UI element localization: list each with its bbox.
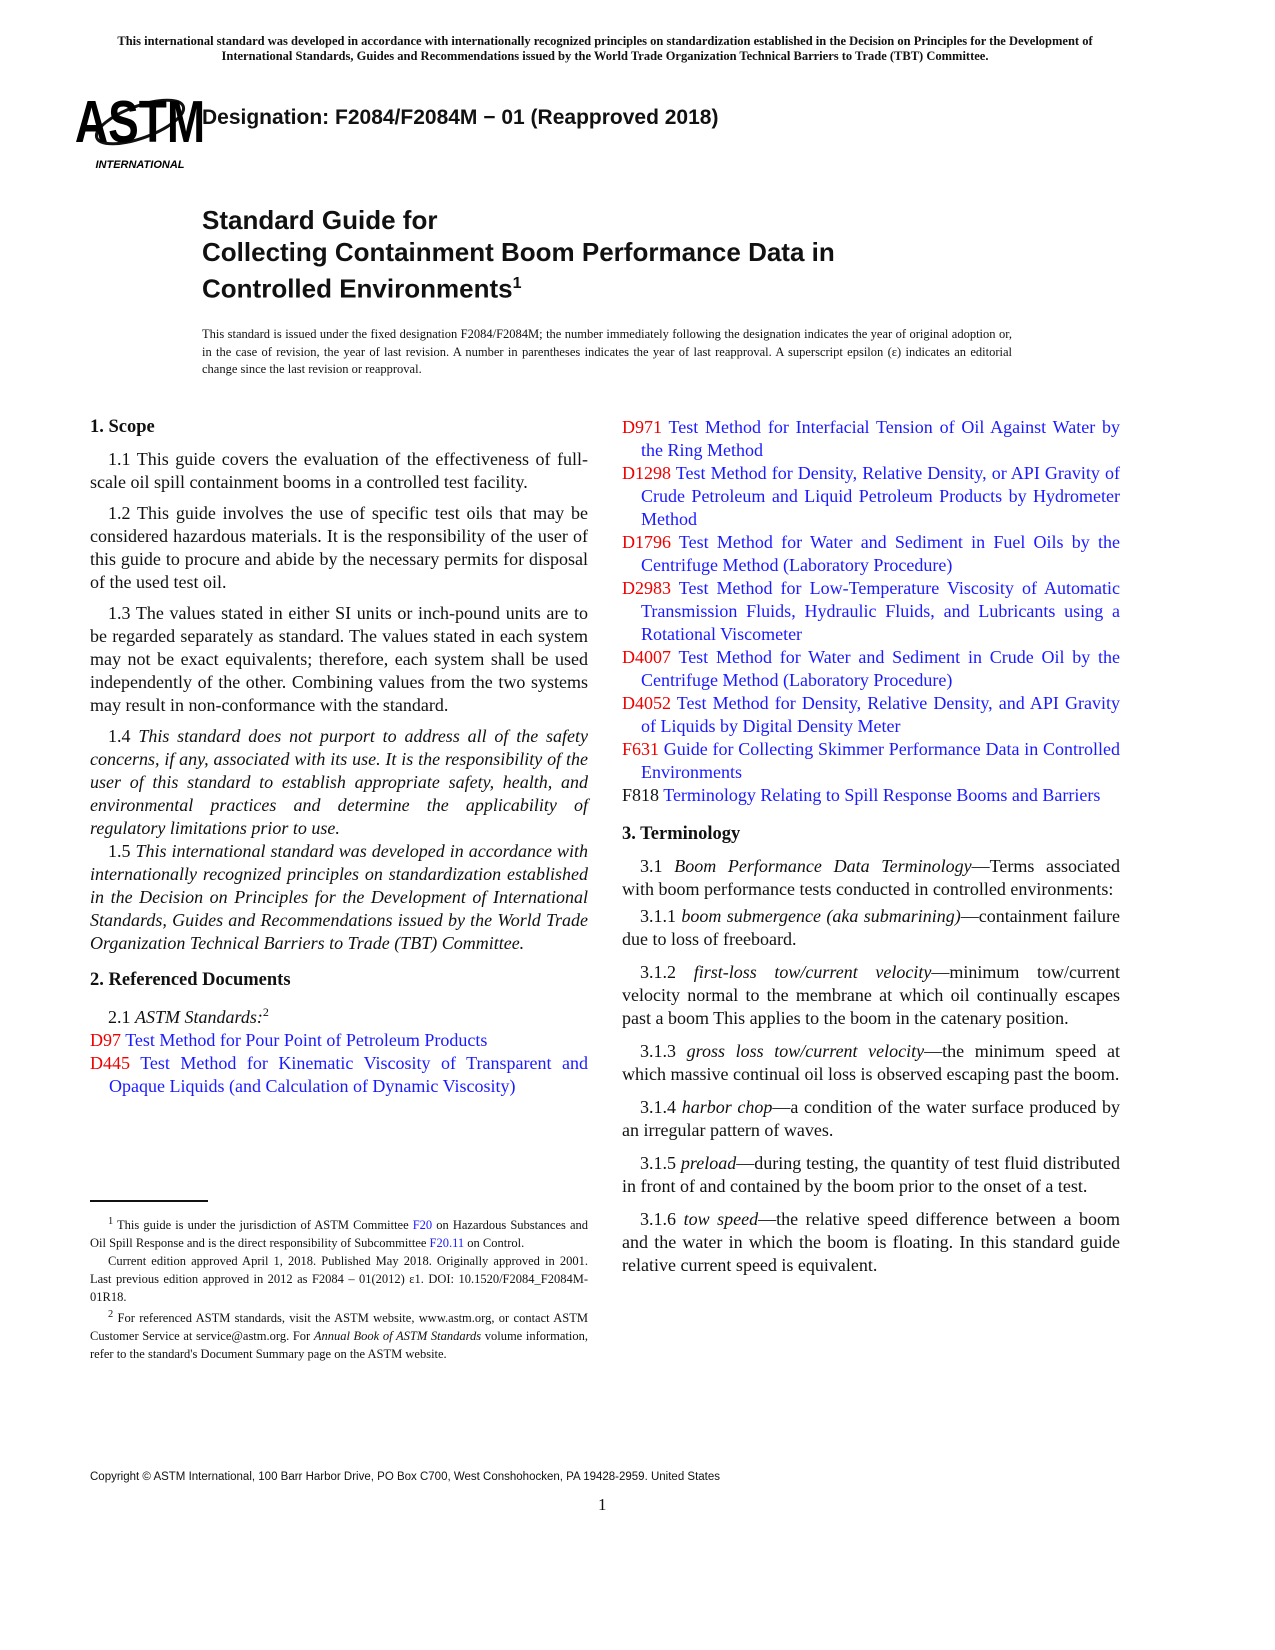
footnote-divider: [90, 1200, 208, 1202]
reference-code[interactable]: D97: [90, 1030, 121, 1050]
definition: —during testing, the quantity of test fluid distributed in front of and contained by the boom prior to the onset of a test.: [622, 1153, 1121, 1196]
para-number: 1.4: [108, 726, 139, 746]
edition-note: Current edition approved April 1, 2018. Published May 2018. Originally approved in 2001. Last previous edition approved in 2012 as F2084 – 01(2012) ε1. DOI: 10.1520/F2084_F2084M-01R18.: [90, 1254, 588, 1305]
reference-code[interactable]: D4052: [622, 693, 671, 713]
text: This guide is under the jurisdiction of ASTM Committee: [113, 1218, 413, 1233]
reference-link[interactable]: Test Method for Water and Sediment in Crude Oil by the Centrifuge Method (Laboratory Procedure): [641, 647, 1120, 690]
reference-item: [90, 1052, 588, 1098]
reference-code[interactable]: D1298: [622, 463, 671, 483]
left-column: [90, 416, 588, 1098]
term: gross loss tow/current velocity: [686, 1041, 925, 1061]
paragraph: 1.1 This guide covers the evaluation of the effectiveness of full-scale oil spill containment booms in a controlled test facility.: [90, 449, 588, 492]
para-text: This standard does not purport to address all of the safety concerns, if any, associated with its use. It is the responsibility of the user of this standard to establish appropriate safety, health, and environmental practices and determine the applicability of regulatory limitations prior to use.: [90, 726, 589, 838]
reference-link[interactable]: Test Method for Kinematic Viscosity of Transparent and Opaque Liquids (and Calculation of Dynamic Viscosity): [109, 1053, 588, 1096]
astm-logo: [74, 82, 206, 172]
term: tow speed: [683, 1209, 759, 1229]
para-text: This international standard was developed in accordance with internationally recognized principles on standardization established in the Decision on Principles for the Development of International Standards, Guides and Recommendations issued by the World Trade Organization Technical Barriers to Trade (TBT) Committee.: [90, 841, 588, 953]
paragraph: [90, 840, 588, 955]
definition: —the minimum speed at which massive continual oil loss is observed escaping past the boom.: [622, 1041, 1120, 1084]
reference-link[interactable]: Test Method for Density, Relative Density, and API Gravity of Liquids by Digital Density Meter: [641, 693, 1120, 736]
footnote-2: [90, 1306, 588, 1363]
section-heading-scope: 1. Scope: [90, 417, 155, 437]
footnotes: [90, 1213, 588, 1363]
right-column: [622, 416, 1120, 1287]
term-definition: [622, 1040, 1120, 1086]
title-line: [202, 268, 835, 305]
page-number: 1: [598, 1495, 607, 1514]
link-f20-11[interactable]: F20.11: [429, 1236, 465, 1251]
reference-item: [622, 692, 1120, 738]
para-number: 3.1: [640, 856, 675, 876]
definition: —the relative speed difference between a boom and the water in which the boom is floating. In this standard guide relative current speed is equivalent.: [622, 1209, 1120, 1275]
footnote-marker: 1: [108, 1216, 114, 1227]
text: volume information, refer to the standard's Document Summary page on the ASTM website.: [90, 1329, 588, 1362]
reference-code[interactable]: D4007: [622, 647, 671, 667]
tbt-notice: This international standard was developed in accordance with internationally recognized principles on standardization established in the Decision on Principles for the Development of International Standards, Guides and Recommendations issued by the World Trade Organization Technical Barriers to Trade (TBT) Committee.: [117, 34, 1093, 63]
reference-item: [622, 784, 1120, 807]
copyright: Copyright © ASTM International, 100 Barr Harbor Drive, PO Box C700, West Conshohocken, PA 19428-2959. United States: [90, 1471, 721, 1483]
term-definition: [622, 1208, 1120, 1277]
title-line: Collecting Containment Boom Performance Data in: [202, 236, 835, 267]
reference-link[interactable]: Test Method for Density, Relative Density, or API Gravity of Crude Petroleum and Liquid Petroleum Products by Hydrometer Method: [641, 463, 1120, 529]
title-text: Controlled Environments: [202, 273, 513, 304]
reference-link[interactable]: Terminology Relating to Spill Response Booms and Barriers: [663, 785, 1101, 805]
reference-code[interactable]: D1796: [622, 532, 671, 552]
paragraph: [90, 1001, 588, 1029]
footnote-1: [90, 1213, 588, 1252]
reference-item: [90, 1029, 588, 1052]
paragraph: [90, 725, 588, 840]
reference-code[interactable]: D2983: [622, 578, 671, 598]
footnote-marker: 2: [262, 1005, 269, 1019]
para-number: 2.1: [108, 1007, 135, 1027]
reference-code[interactable]: D971: [622, 417, 662, 437]
reference-link[interactable]: Test Method for Pour Point of Petroleum Products: [125, 1030, 488, 1050]
reference-item: [622, 738, 1120, 784]
para-number: 3.1.1: [640, 906, 682, 926]
title-line: Standard Guide for: [202, 205, 438, 235]
term: Boom Performance Data Terminology: [674, 856, 972, 876]
svg-text:INTERNATIONAL: INTERNATIONAL: [95, 159, 185, 171]
definition: —a condition of the water surface produced by an irregular pattern of waves.: [622, 1097, 1121, 1140]
reference-code[interactable]: F631: [622, 739, 660, 759]
section-heading-terminology: 3. Terminology: [622, 824, 741, 844]
reference-link[interactable]: Guide for Collecting Skimmer Performance Data in Controlled Environments: [641, 739, 1120, 782]
footnote-marker: 1: [512, 275, 522, 292]
text: Annual Book of ASTM Standards: [313, 1329, 482, 1344]
svg-text:ASTM: ASTM: [74, 89, 206, 156]
reference-code[interactable]: D445: [90, 1053, 130, 1073]
para-number: 3.1.2: [640, 962, 694, 982]
reference-item: [622, 462, 1120, 531]
para-number: 3.1.6: [640, 1209, 684, 1229]
footnote-marker: 2: [108, 1309, 114, 1321]
definition: —minimum tow/current velocity normal to the membrane at which oil continually escapes past a boom This applies to the boom in the catenary position.: [622, 962, 1121, 1028]
term: boom submergence (aka submarining): [681, 906, 961, 926]
issue-note: This standard is issued under the fixed designation F2084/F2084M; the number immediately following the designation indicates the year of original adoption or, in the case of revision, the year of last revision. A number in parentheses indicates the year of last reapproval. A superscript epsilon (ε) indicates an editorial change since the last revision or reapproval.: [202, 327, 1012, 376]
para-text: ASTM Standards:: [135, 1007, 263, 1027]
term: preload: [680, 1153, 737, 1173]
term-definition: [622, 905, 1120, 951]
reference-code[interactable]: F818: [622, 785, 660, 805]
definition: —Terms associated with boom performance tests conducted in controlled environments:: [622, 856, 1121, 899]
text: For referenced ASTM standards, visit the ASTM website, www.astm.org, or contact ASTM Customer Service at service@astm.org. For: [90, 1311, 588, 1344]
reference-link[interactable]: Test Method for Interfacial Tension of Oil Against Water by the Ring Method: [641, 417, 1120, 460]
definition: —containment failure due to loss of freeboard.: [622, 906, 1120, 949]
term-definition: [622, 1096, 1120, 1142]
reference-item: [622, 577, 1120, 646]
reference-item: [622, 646, 1120, 692]
reference-link[interactable]: Test Method for Low-Temperature Viscosity of Automatic Transmission Fluids, Hydraulic Fluids, and Lubricants using a Rotational Viscometer: [641, 578, 1120, 644]
term: first-loss tow/current velocity: [693, 962, 932, 982]
para-number: 3.1.5: [640, 1153, 681, 1173]
document-title: [202, 205, 835, 305]
reference-item: [622, 416, 1120, 462]
term-definition: [622, 1152, 1120, 1198]
designation: Designation: F2084/F2084M − 01 (Reapproved 2018): [202, 106, 719, 129]
reference-link[interactable]: Test Method for Water and Sediment in Fuel Oils by the Centrifuge Method (Laboratory Procedure): [641, 532, 1120, 575]
reference-item: [622, 531, 1120, 577]
paragraph: 1.2 This guide involves the use of specific test oils that may be considered hazardous materials. It is the responsibility of the user of this guide to procure and abide by the necessary permits for disposal of the used test oil.: [90, 503, 588, 592]
term: harbor chop: [681, 1097, 773, 1117]
section-heading-referenced-documents: 2. Referenced Documents: [90, 970, 291, 990]
paragraph: 1.3 The values stated in either SI units or inch-pound units are to be regarded separately as standard. The values stated in each system may not be exact equivalents; therefore, each system shall be used independently of the other. Combining values from the two systems may result in non-conformance with the standard.: [90, 603, 588, 715]
link-f20[interactable]: F20: [412, 1218, 433, 1233]
term-definition: [622, 961, 1120, 1030]
para-number: 1.5: [108, 841, 136, 861]
text: on Hazardous Substances and Oil Spill Response and is the direct responsibility of Subcommittee: [90, 1218, 589, 1251]
para-number: 3.1.4: [640, 1097, 682, 1117]
text: on Control.: [464, 1236, 525, 1251]
para-number: 3.1.3: [640, 1041, 687, 1061]
term-definition: [622, 855, 1120, 901]
